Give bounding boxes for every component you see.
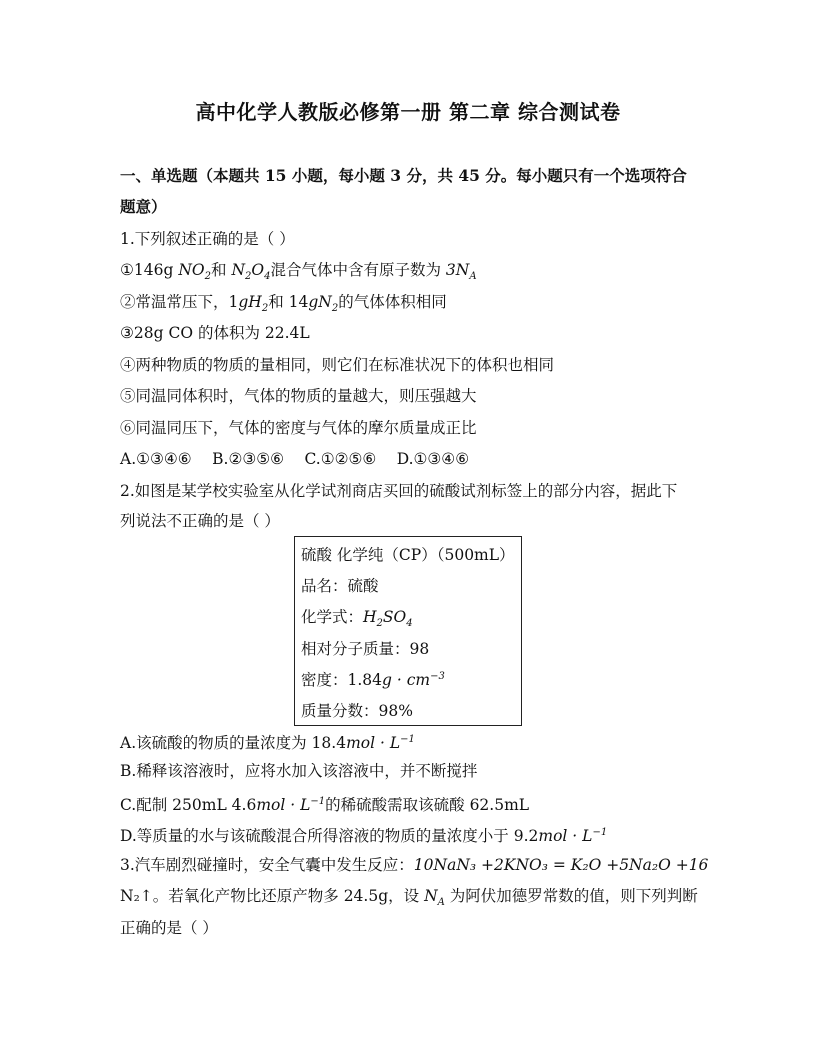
q2-option-a: A.该硫酸的物质的量浓度为 $18.4mol \cdot L^{-1}$ — [120, 734, 415, 753]
question-3-stem-cont: N₂↑。若氧化产物比还原产物多 24.5g，设 $N_A$ 为阿伏加德罗常数的值，则下列判断 — [120, 887, 698, 909]
section-heading: 一、单选题（本题共 15 小题，每小题 3 分，共 45 分。每小题只有一个选项符合 — [120, 166, 687, 185]
q1-option-4: ④两种物质的物质的量相同，则它们在标准状况下的体积也相同 — [120, 356, 555, 374]
reagent-label-box — [294, 536, 522, 726]
question-2-stem: 2.如图是某学校实验室从化学试剂商店买回的硫酸试剂标签上的部分内容，据此下 — [120, 482, 678, 500]
q1-option-1: ①146g $NO_2$和 $N_2O_4$混合气体中含有原子数为 $3N_A$ — [120, 261, 477, 283]
reaction-equation: 10NaN₃ +2KNO₃ = K₂O +5Na₂O +16 — [413, 856, 709, 874]
page-title: 高中化学人教版必修第一册 第二章 综合测试卷 — [195, 100, 621, 124]
label-line-3: 化学式：$H_2SO_4$ — [301, 608, 413, 630]
question-3-stem-end: 正确的是（ ） — [120, 919, 218, 937]
label-line-6: 质量分数：98% — [301, 702, 413, 720]
q2-option-c: C.配制 250mL $4.6mol \cdot L^{-1}$的稀硫酸需取该硫酸 62.5mL — [120, 796, 530, 815]
label-line-4: 相对分子质量：98 — [301, 640, 430, 658]
question-3-stem: 3.汽车剧烈碰撞时，安全气囊中发生反应：10NaN₃ +2KNO₃ = K₂O +5Na₂O +16 — [120, 856, 709, 874]
q1-option-6: ⑥同温同压下，气体的密度与气体的摩尔质量成正比 — [120, 419, 477, 437]
q2-option-d: D.等质量的水与该硫酸混合所得溶液的物质的量浓度小于 $9.2mol \cdot L^{-1}$ — [120, 827, 608, 846]
question-2-stem-cont: 列说法不正确的是（ ） — [120, 512, 280, 530]
q1-choices: A.①③④⑥ B.②③⑤⑥ C.①②⑤⑥ D.①③④⑥ — [120, 450, 470, 468]
question-1-stem: 1.下列叙述正确的是（ ） — [120, 230, 295, 248]
label-line-1: 硫酸 化学纯（CP）（500mL） — [301, 546, 515, 564]
q1-option-2: ②常温常压下，$1gH_2$和 $14gN_2$的气体体积相同 — [120, 293, 447, 315]
q1-option-3: ③28g CO 的体积为 22.4L — [120, 324, 310, 342]
label-line-2: 品名：硫酸 — [301, 577, 379, 595]
label-line-5: 密度：$1.84g \cdot cm^{-3}$ — [301, 670, 445, 689]
q1-option-5: ⑤同温同体积时，气体的物质的量越大，则压强越大 — [120, 387, 477, 405]
q2-option-b: B.稀释该溶液时，应将水加入该溶液中，并不断搅拌 — [120, 762, 478, 780]
section-heading-cont: 题意） — [120, 197, 167, 216]
